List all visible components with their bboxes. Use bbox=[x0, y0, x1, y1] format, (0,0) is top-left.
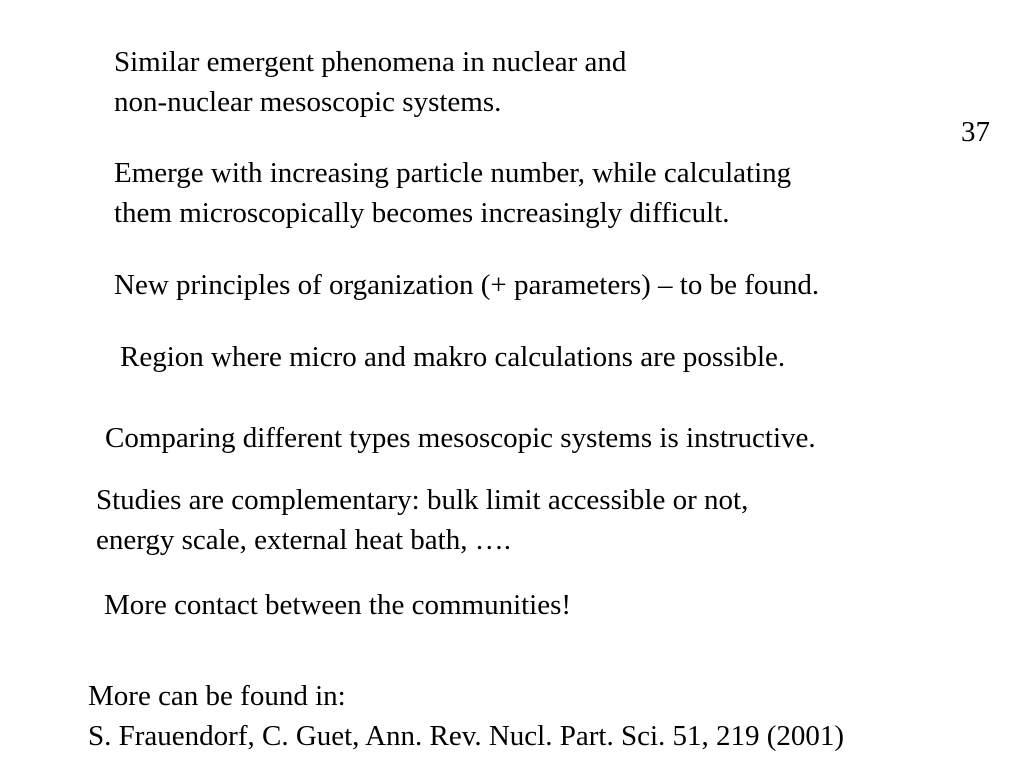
text-line: Comparing different types mesoscopic systems is instructive. bbox=[105, 422, 816, 454]
text-line: More can be found in: bbox=[88, 680, 346, 712]
text-line: energy scale, external heat bath, …. bbox=[96, 524, 511, 556]
text-line: Emerge with increasing particle number, while calculating bbox=[114, 157, 792, 189]
region-text bbox=[120, 337, 785, 377]
text-line: Similar emergent phenomena in nuclear and bbox=[114, 46, 627, 78]
emergent-phenomena-text bbox=[114, 42, 626, 122]
new-principles-text bbox=[114, 265, 819, 305]
studies-text bbox=[96, 480, 748, 560]
citation-line: S. Frauendorf, C. Guet, Ann. Rev. Nucl. Part. Sci. 51, 219 (2001) bbox=[88, 720, 845, 752]
text-line: More contact between the communities! bbox=[104, 589, 572, 621]
text-line: New principles of organization (+ parameters) – to be found. bbox=[114, 269, 820, 301]
text-line: them microscopically becomes increasingly difficult. bbox=[114, 197, 730, 229]
reference-text bbox=[88, 676, 844, 756]
more-contact-text bbox=[104, 585, 571, 625]
text-line: Studies are complementary: bulk limit accessible or not, bbox=[96, 484, 749, 516]
comparing-text bbox=[105, 418, 816, 458]
text-line: Region where micro and makro calculations are possible. bbox=[120, 341, 786, 373]
particle-number-text bbox=[114, 153, 791, 233]
text-line: non-nuclear mesoscopic systems. bbox=[114, 86, 502, 118]
page-number: 37 bbox=[961, 116, 990, 148]
